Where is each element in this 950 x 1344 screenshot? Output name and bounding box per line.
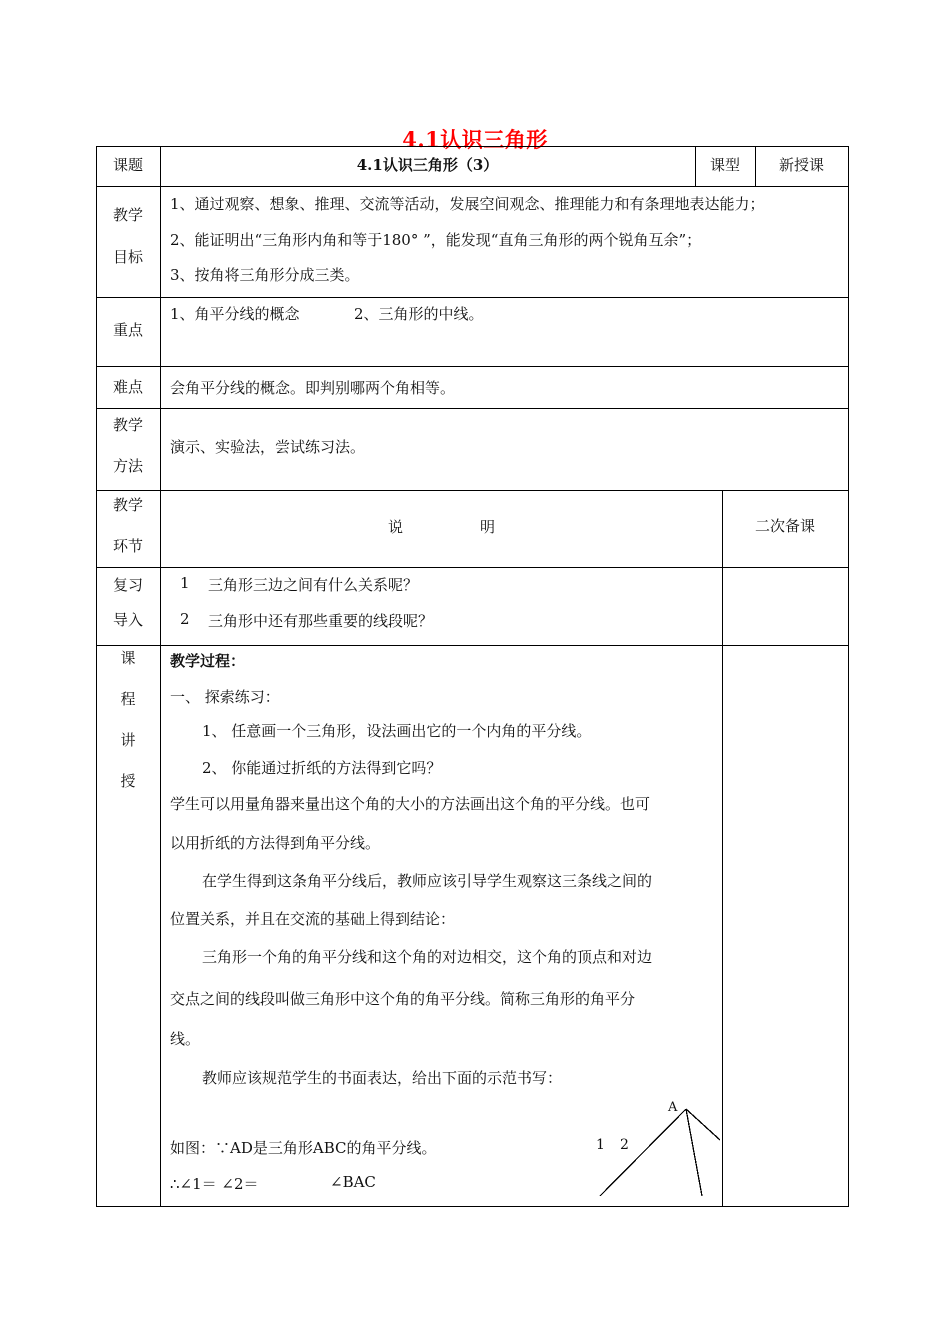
- type-value: 新授课: [778, 156, 824, 174]
- stage-desc-2: 明: [480, 518, 496, 536]
- triangle-figure: [590, 1095, 720, 1200]
- figure-angle-2: 2: [620, 1137, 629, 1153]
- topic-value: 4.1认识三角形（3）: [356, 156, 499, 174]
- lecture-label-1: 课: [120, 649, 136, 667]
- objectives-label-1: 教学: [112, 206, 143, 224]
- type-label: 课型: [709, 156, 740, 174]
- example-line-2b: ∠BAC: [330, 1173, 376, 1191]
- paragraph-1b: 以用折纸的方法得到角平分线。: [170, 834, 381, 852]
- example-line-2a: ∴∠1＝ ∠2＝: [170, 1175, 259, 1193]
- section-heading: 一、 探索练习：: [170, 688, 280, 706]
- objective-line-3: 3、按角将三角形分成三类。: [170, 266, 360, 284]
- review-label-1: 复习: [112, 576, 143, 594]
- review-q1-number: 1: [180, 574, 190, 592]
- key-points-label: 重点: [112, 321, 143, 339]
- example-line-1: 如图：∵AD是三角形ABC的角平分线。: [170, 1139, 437, 1157]
- difficulty-label: 难点: [112, 378, 143, 396]
- task-2: 2、 你能通过折纸的方法得到它吗？: [202, 759, 442, 777]
- objective-line-2: 2、能证明出“三角形内角和等于180° ”，能发现“直角三角形的两个锐角互余”；: [170, 231, 702, 249]
- stage-desc-1: 说: [388, 518, 404, 536]
- objectives-label-2: 目标: [112, 248, 143, 266]
- review-q1: 三角形三边之间有什么关系呢？: [208, 576, 419, 594]
- triangle-side-ab: [600, 1109, 686, 1196]
- document-title: 4.1认识三角形: [402, 127, 548, 152]
- key-point-1: 1、角平分线的概念: [170, 305, 300, 323]
- difficulty-text: 会角平分线的概念。即判别哪两个角相等。: [170, 379, 456, 397]
- stage-label-2: 环节: [112, 537, 143, 555]
- definition-c: 线。: [170, 1030, 201, 1048]
- figure-angle-1: 1: [596, 1137, 605, 1153]
- stage-label-1: 教学: [112, 496, 143, 514]
- paragraph-2b: 位置关系，并且在交流的基础上得到结论：: [170, 910, 456, 928]
- review-label-2: 导入: [112, 611, 143, 629]
- definition-b: 交点之间的线段叫做三角形中这个角的角平分线。简称三角形的角平分: [170, 990, 636, 1008]
- lecture-label-3: 讲: [120, 731, 136, 749]
- method-label-2: 方法: [112, 457, 143, 475]
- definition-a: 三角形一个角的角平分线和这个角的对边相交，这个角的顶点和对边: [202, 948, 653, 966]
- task-1: 1、 任意画一个三角形，设法画出它的一个内角的平分线。: [202, 722, 592, 740]
- figure-vertex-a: A: [668, 1100, 678, 1115]
- paragraph-2a: 在学生得到这条角平分线后，教师应该引导学生观察这三条线之间的: [202, 872, 653, 890]
- paragraph-1a: 学生可以用量角器来量出这个角的大小的方法画出这个角的平分线。也可: [170, 795, 651, 813]
- method-label-1: 教学: [112, 416, 143, 434]
- method-text: 演示、实验法，尝试练习法。: [170, 438, 366, 456]
- process-title: 教学过程：: [170, 652, 246, 670]
- lecture-label-4: 授: [120, 772, 136, 790]
- paragraph-3: 教师应该规范学生的书面表达，给出下面的示范书写：: [202, 1069, 563, 1087]
- second-prep-label: 二次备课: [754, 517, 815, 535]
- objective-line-1: 1、通过观察、想象、推理、交流等活动，发展空间观念、推理能力和有条理地表达能力；: [170, 195, 765, 213]
- lecture-label-2: 程: [120, 690, 136, 708]
- review-q2-number: 2: [180, 610, 190, 628]
- topic-label: 课题: [112, 156, 143, 174]
- key-point-2: 2、三角形的中线。: [354, 305, 484, 323]
- review-q2: 三角形中还有那些重要的线段呢？: [208, 612, 434, 630]
